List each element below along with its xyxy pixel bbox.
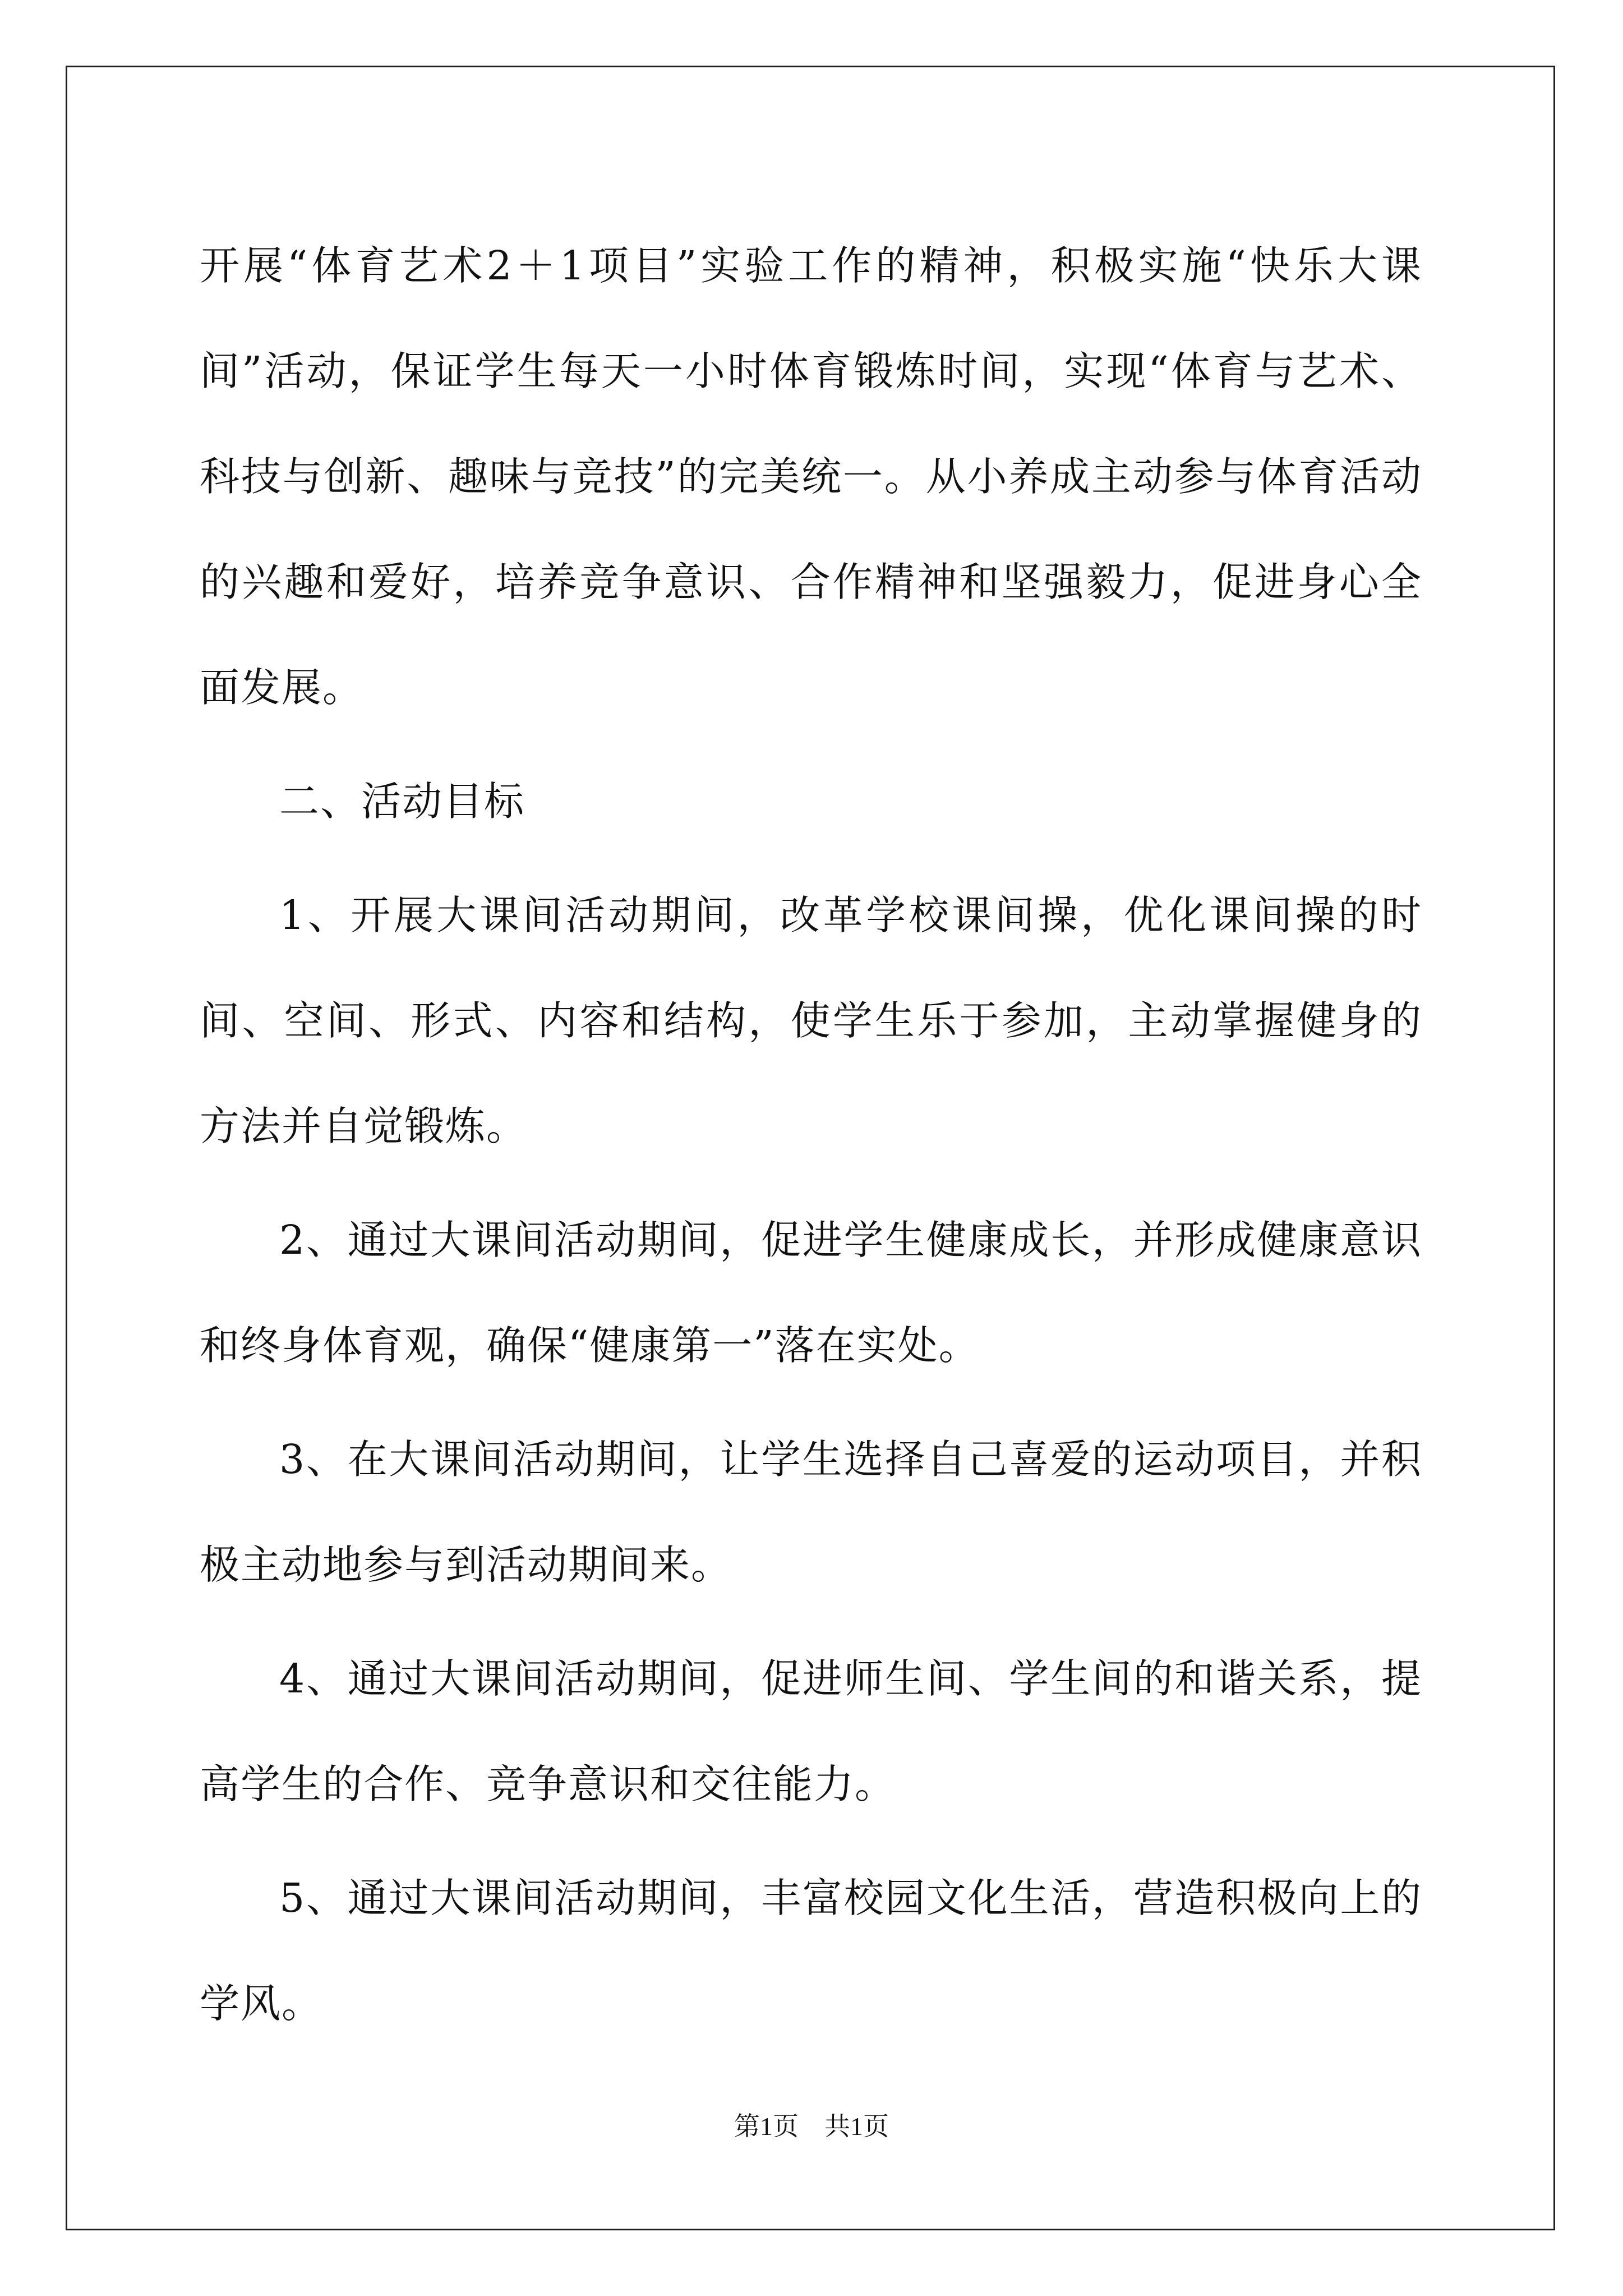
section-heading-activity-goals: 二、活动目标 (279, 778, 525, 825)
paragraph-intro-continuation: 开展“体育艺术2＋1项目”实验工作的精神，积极实施“快乐大课间”活动，保证学生每天一小时体育锻炼时间，实现“体育与艺术、科技与创新、趣味与竞技”的完美统一。从小养成主动参与体育活动的兴趣和爱好，培养竞争意识、合作精神和坚强毅力，促进身心全面发展。 (200, 242, 1422, 711)
page-total: 共1页 (824, 2112, 889, 2141)
goal-item-1: 1、开展大课间活动期间，改革学校课间操，优化课间操的时间、空间、形式、内容和结构，使学生乐于参加，主动掌握健身的方法并自觉锻炼。 (200, 892, 1422, 1149)
page-footer (0, 2106, 1623, 2143)
goal-item-3: 3、在大课间活动期间，让学生选择自己喜爱的运动项目，并积极主动地参与到活动期间来。 (200, 1436, 1422, 1588)
goal-item-2: 2、通过大课间活动期间，促进学生健康成长，并形成健康意识和终身体育观，确保“健康第一”落在实处。 (200, 1217, 1422, 1369)
document-body (200, 213, 1422, 2065)
goal-item-4: 4、通过大课间活动期间，促进师生间、学生间的和谐关系，提高学生的合作、竞争意识和交往能力。 (200, 1655, 1422, 1807)
goal-item-5: 5、通过大课间活动期间，丰富校园文化生活，营造积极向上的学风。 (200, 1875, 1422, 2027)
page-number: 第1页 (734, 2112, 799, 2141)
